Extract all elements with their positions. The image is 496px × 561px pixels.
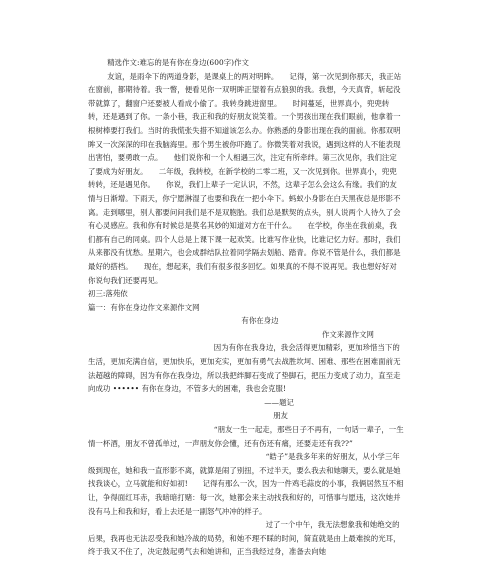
essay2-paragraph: 因为有你在我身边，我会活得更加精彩，更加珍惜当下的生活，更加充满自信，更加快乐，更加充实，更加有勇气去战胜坎坷、困难、那些在困难面前无法超越的障碍，因为有你在我身边，所以我把绊脚石变成了垫脚石，把压力变成了动力，直至走向成功 •••••• 有你在身边，不管多大的困难，我也会克服! bbox=[88, 343, 401, 394]
essay2-paragraph-2: “皓子”是我多年来的好朋友，从小学三年级到现在，她和我一直形影不离，就算是闹了别扭，不过半天，要么我去和她聊天，要么就是她找我谈心，立马就能和好如初! 记得有那么一次，因为一件鸡毛蒜皮的小事，我俩居然互不相让，争得面红耳赤，我暗暗打赌：每一次，她都会来主动找我和好的，可惜事与愿违，这次她并没有马上和我和好，看上去还是一副怒气冲冲的样子。 bbox=[88, 452, 404, 516]
document-body bbox=[88, 56, 404, 559]
essay2-subtitle: ——题记 bbox=[264, 397, 294, 407]
essay2-paragraph-3: 过了一个中午，我无法想象我和她绝交的后果，我再也无法忍受我和她冷战的局势，和她不理不睬的时间，简直就是由上最难挨的光耳，终于我又不住了，决定鼓起勇气去和她讲和，正当我经过身，准备去向她 bbox=[88, 520, 401, 557]
essay2-friend-label: 朋友 bbox=[273, 411, 288, 421]
document-heading: 精选作文:难忘的是有你在身边(600字)作文 bbox=[107, 58, 249, 67]
essay1-paragraph: 友谊，是雨伞下的两道身影，是课桌上的两对明眸。 记得，第一次见到你那天，我正站在窗前，都期待着。我一瞥，便看见你一双明眸正望着有点狼狈的我。我想，今天真背，斩起没带就算了，翻窗户还要被人看成小偷了。我转身跳进窗里。 时间蔓延，世界真小，兜兜转转，还是遇到了你。一条小巷，我正和我的好朋友说笑着。一个男孩出现在我们眼前，他拿着一根树棒要打我们。当时的我慌张失措不知道该怎么办。你熟悉的身影出现在我的面前。你那双明眸又一次深深的印在我脑海里。那个男生被你吓跑了。你微笑着对我说，遇到这样的人不能表现出害怕，要勇敢一点。 他们说你和一个人相遇三次，注定有所牵绊。第三次见你，我们注定了要成为好朋友。 二年级，我转校，在新学校的二零二班，又一次见到你。世界真小，兜兜转转，还是遇见你。 你说，我们上辈子一定认识，不然，这辈子怎么会这么有缘。我们的友情与日渐增。下雨天，你宁愿淋湿了也要和我在一把小伞下。蚂蚁小身影在白天黑夜总是形影不离。走到哪里，别人都要问问我们是不是双胞胎。我们总是默契的点头，别人说两个人待久了会有心灵感应。我和你有时候总是莫名其妙的知道对方在干什么。 在学校，你坐在我前桌，我们都有自己的同桌。四个人总是上课下课一起欢笑。比谁写作业快，比谁记忆力好。那时，我们从来都没有忧愁。星期六，也会成群结队拉着同学隔去划船、踏青。你说不管是什么，我们都是最好的搭档。 现在，想起来，我们有很多很多回忆。如果真的不得不说再见。我也想好好对你说句我们还要再见。 bbox=[88, 71, 402, 285]
essay2-source: 作文来源作文网 bbox=[321, 329, 374, 339]
essay1-grade: 初三:落苑依 bbox=[88, 289, 128, 299]
essay2-heading: 篇一：有你在身边作文来源作文网 bbox=[88, 302, 200, 312]
essay2-title: 有你在身边 bbox=[241, 316, 279, 326]
essay2-quote: “朋友一生一起走，那些日子不再有，一句话一辈子，一生情一杯酒，朋友不曾孤单过，一声朋友你会懂，还有伤还有痛，还要走还有我??” bbox=[88, 425, 404, 448]
